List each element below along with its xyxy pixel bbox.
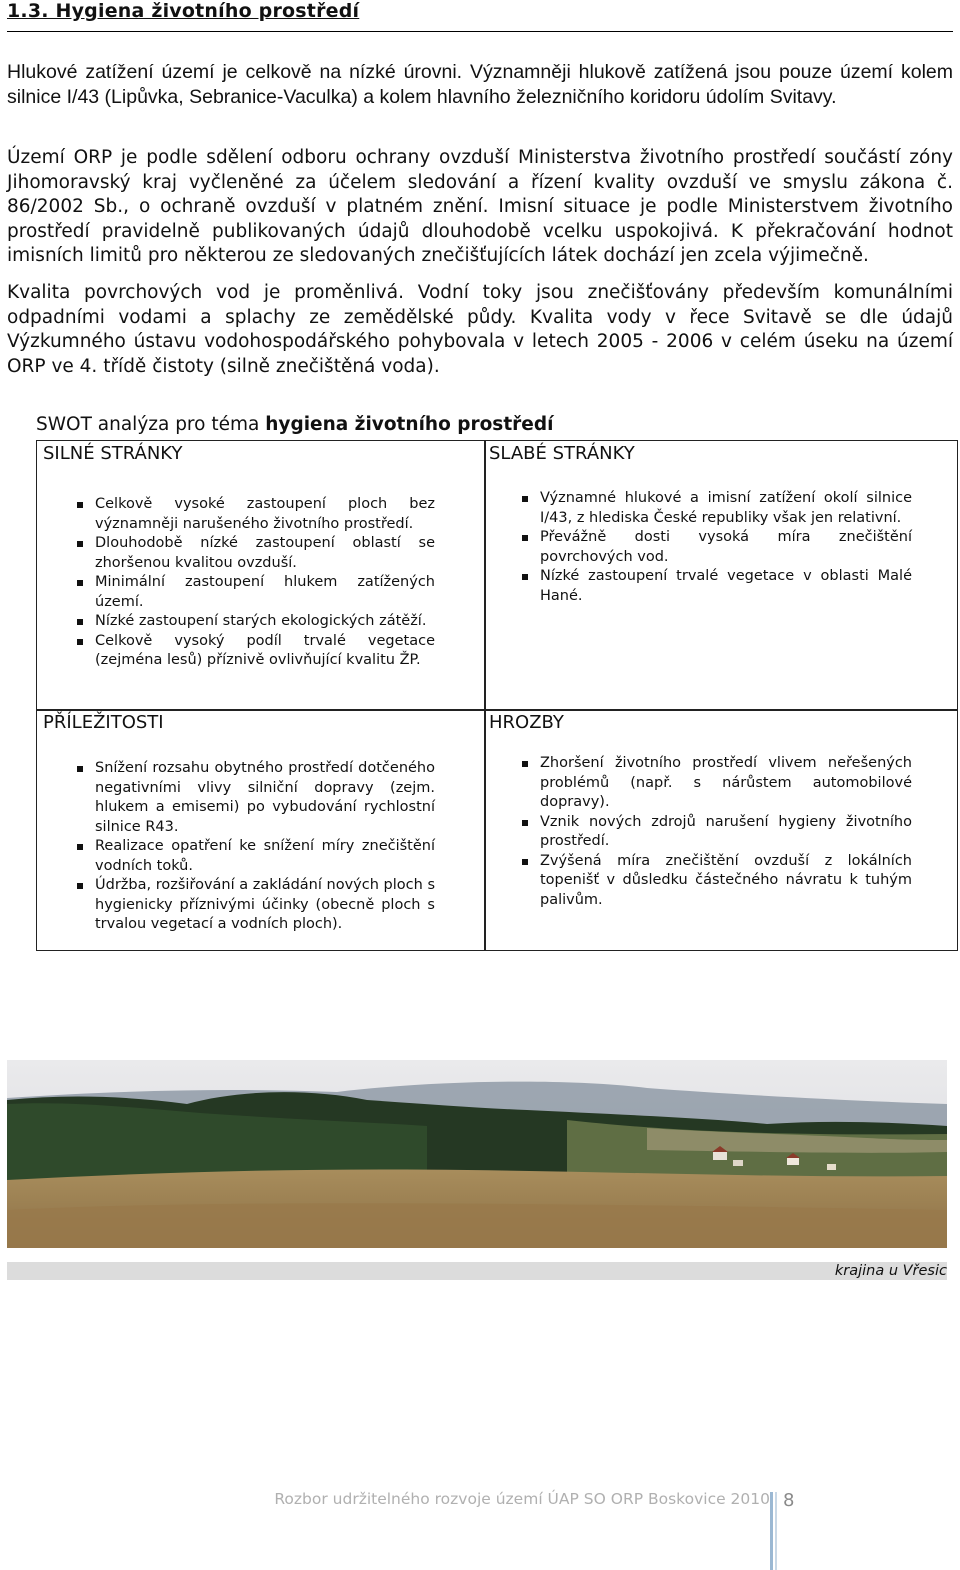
paragraph-water-quality: Kvalita povrchových vod je proměnlivá. Vodní toky jsou znečišťovány především komunálními odpadními vodami a splachy ze zemědělské půdy. Kvalita vody v řece Svitavě se dle údajů Výzkumného ústavu vodohospodářského pohybovala v letech 2005 - 2006 v celém úseku na území ORP ve 4. třídě čistoty (silně znečištěná voda). xyxy=(7,282,953,377)
swot-horizontal-divider xyxy=(37,709,957,711)
list-item: Realizace opatření ke snížení míry znečištění vodních toků. xyxy=(75,837,435,876)
swot-table xyxy=(36,440,958,951)
footer-divider xyxy=(770,1492,773,1570)
weaknesses-list xyxy=(520,489,912,606)
list-item: Údržba, rozšiřování a zakládání nových ploch s hygienicky příznivými účinky (obecně ploch s trvalou vegetací a vodních ploch). xyxy=(75,876,435,935)
photo-caption: krajina u Vřesic xyxy=(834,1263,947,1279)
paragraph-noise: Hlukové zatížení území je celkově na nízké úrovni. Významněji hlukově zatížená jsou pouze území kolem silnice I/43 (Lipůvka, Sebranice-Vaculka) a kolem hlavního železničního koridoru údolím Svitavy. xyxy=(7,61,953,108)
paragraph-air-quality: Území ORP je podle sdělení odboru ochrany ovzduší Ministerstva životního prostředí součástí zóny Jihomoravský kraj vyčleněné za účelem sledování a řízení kvality ovzduší ve smyslu zákona č. 86/2002 Sb., o ochraně ovzduší v platném znění. Imisní situace je podle Ministerstvem životního prostředí pravidelně publikovaných údajů dlouhodobě vcelku uspokojivá. K překračování hodnot imisních limitů pro některou ze sledovaných znečišťujících látek dochází jen zcela výjimečně. xyxy=(7,147,953,266)
swot-title-prefix: SWOT analýza pro téma xyxy=(36,414,266,435)
footer-divider-secondary xyxy=(775,1492,777,1570)
threats-heading: HROZBY xyxy=(489,712,564,733)
swot-title-topic: hygiena životního prostředí xyxy=(265,414,554,435)
list-item: Nízké zastoupení trvalé vegetace v oblasti Malé Hané. xyxy=(520,567,912,606)
list-item: Nízké zastoupení starých ekologických zátěží. xyxy=(75,612,435,632)
footer-text: Rozbor udržitelného rozvoje území ÚAP SO ORP Boskovice 2010 xyxy=(274,1490,770,1508)
list-item: Zvýšená míra znečištění ovzduší z lokálních topenišť v důsledku částečného návratu k tuhým palivům. xyxy=(520,852,912,911)
list-item: Minimální zastoupení hlukem zatížených území. xyxy=(75,573,435,612)
page-number: 8 xyxy=(783,1490,795,1511)
section-title: 1.3. Hygiena životního prostředí xyxy=(7,0,360,22)
weaknesses-heading: SLABÉ STRÁNKY xyxy=(489,443,635,464)
caption-bar xyxy=(7,1262,947,1280)
list-item: Vznik nových zdrojů narušení hygieny životního prostředí. xyxy=(520,813,912,852)
threats-list xyxy=(520,754,912,910)
strengths-list xyxy=(75,495,435,671)
swot-title xyxy=(36,414,553,435)
landscape-photo xyxy=(7,1060,947,1248)
list-item: Významné hlukové a imisní zatížení okolí silnice I/43, z hlediska České republiky však jen relativní. xyxy=(520,489,912,528)
list-item: Snížení rozsahu obytného prostředí dotčeného negativními vlivy silniční dopravy (zejm. hlukem a emisemi) po vybudování rychlostní silnice R43. xyxy=(75,759,435,837)
list-item: Převážně dosti vysoká míra znečištění povrchových vod. xyxy=(520,528,912,567)
list-item: Zhoršení životního prostředí vlivem neřešených problémů (např. s nárůstem automobilové dopravy). xyxy=(520,754,912,813)
opportunities-list xyxy=(75,759,435,935)
list-item: Dlouhodobě nízké zastoupení oblastí se zhoršenou kvalitou ovzduší. xyxy=(75,534,435,573)
list-item: Celkově vysoké zastoupení ploch bez významněji narušeného životního prostředí. xyxy=(75,495,435,534)
opportunities-heading: PŘÍLEŽITOSTI xyxy=(43,712,164,733)
swot-vertical-divider xyxy=(484,441,486,950)
title-underline-rule xyxy=(7,31,953,32)
list-item: Celkově vysoký podíl trvalé vegetace (zejména lesů) příznivě ovlivňující kvalitu ŽP. xyxy=(75,632,435,671)
strengths-heading: SILNÉ STRÁNKY xyxy=(43,443,183,464)
